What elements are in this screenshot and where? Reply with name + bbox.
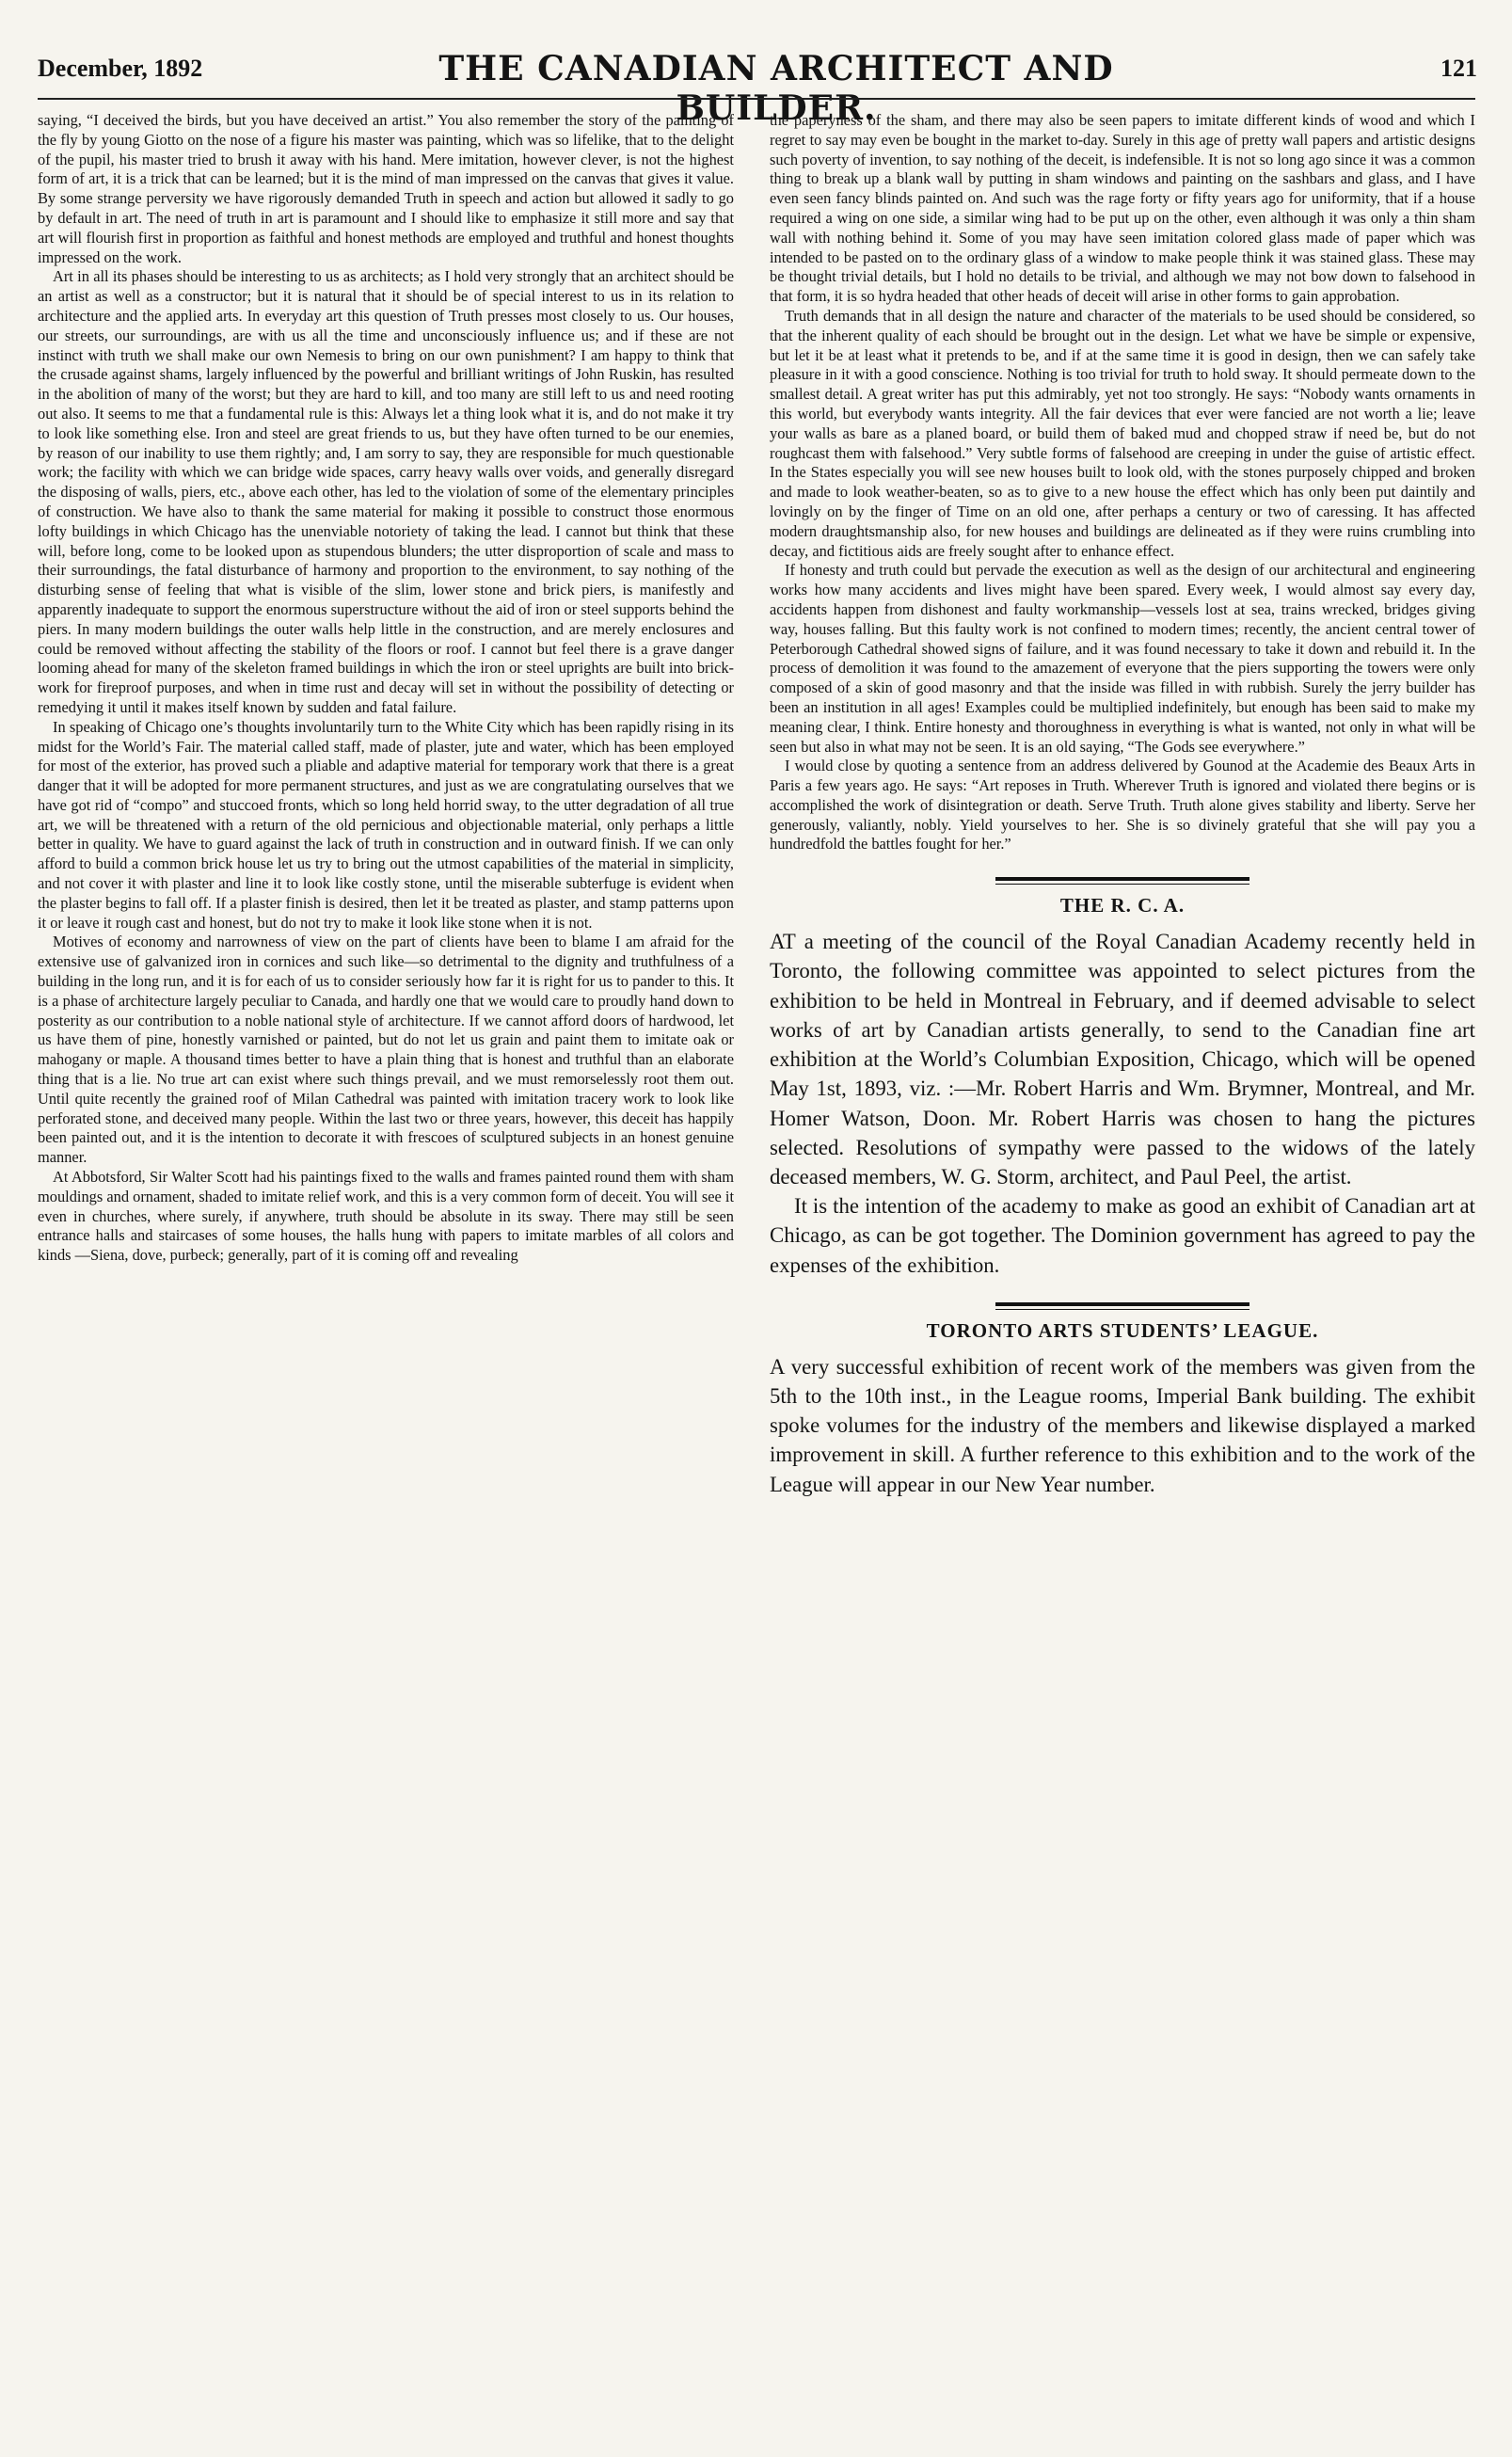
paragraph: It is the intention of the academy to make as good an exhibit of Canadian art at Chicago, as can be got together. The Dominion government has agreed to pay the expenses of the exhibition.	[770, 1194, 1475, 1277]
paragraph: the paperyness of the sham, and there may also be seen papers to imitate different kinds of wood and which I regret to say may even be bought in the market to-day. Surely in this age of pretty wall papers and artistic designs such poverty of invention, to say nothing of the deceit, is indefensible. It is not so long ago since it was a common thing to break up a blank wall by putting in sham windows and painting on the sashbars and glass, and I have even seen fancy blinds painted on. And such was the rage forty or fifty years ago for uniformity, that if a house required a wing on one side, a similar wing had to be put up on the other, even although it was only a thin sham wall with nothing behind it. Some of you may have seen imitation colored glass made of paper which was intended to be pasted on to the ordinary glass of a window to make people think it was stained glass. These may be thought trivial details, but I hold no details to be trivial, and although we may not bow down to falsehood in that form, it is so hydra headed that other heads of deceit will arise in other forms to gain approbation.	[770, 111, 1475, 306]
page-number: 121	[1440, 55, 1477, 82]
section-divider	[995, 1302, 1249, 1310]
header-rule	[38, 98, 1475, 100]
league-article	[770, 1352, 1475, 1499]
paragraph: If honesty and truth could but pervade the execution as well as the design of our architectural and engineering works how many accidents and lives might have been spared. Every week, I would almost say every day, accidents happen from dishonest and faulty workmanship—vessels lost at sea, trains wrecked, bridges giving way, houses falling. But this faulty work is not confined to modern times; recently, the ancient central tower of Peterborough Cathedral showed signs of failure, and it was found necessary to take it down and rebuild it. In the process of demolition it was found to the amazement of everyone that the piers supporting the towers were only composed of a skin of good masonry and that the inside was filled in with rubbish. Surely the jerry builder has been an institution in all ages! Examples could be multiplied indefinitely, but enough has been said to make my meaning clear, I think. Entire honesty and thoroughness in everything is what is wanted, not only in what will be seen but also in what may not be seen. It is an old saying, “The Gods see everywhere.”	[770, 561, 1475, 756]
left-column	[38, 111, 734, 1266]
paragraph: In speaking of Chicago one’s thoughts involuntarily turn to the White City which has been rapidly rising in its midst for the World’s Fair. The material called staff, made of plaster, jute and water, which has been employed for most of the exterior, has proved such a pliable and adaptive material for temporary work that there is a great danger that it will be adopted for more permanent structures, and just as we are congratulating ourselves that we have got rid of “compo” and stuccoed fronts, which so long held horrid sway, to the utter degradation of all true art, we will be threatened with a return of the old pernicious and objectionable material, only perhaps a little better in quality. We have to guard against the lack of truth in construction and in outward finish. If we can only afford to build a common brick house let us try to bring out the utmost capabilities of the material in simplicity, and not cover it with plaster and line it to look like costly stone, until the miserable subterfuge is evident when the plaster begins to fall off. If a plaster finish is desired, then let it be treated as plaster, and stamp patterns upon it or leave it rough cast and honest, but do not try to make it look like stone when it is not.	[38, 717, 734, 932]
running-head	[38, 49, 1477, 128]
right-column	[770, 111, 1475, 1499]
paragraph: A very successful exhibition of recent work of the members was given from the 5th to the 10th inst., in the League rooms, Imperial Bank building. The exhibit spoke volumes for the industry of the members and likewise displayed a marked improvement in skill. A further reference to this exhibition and to the work of the League will appear in our New Year number.	[770, 1354, 1475, 1496]
paragraph: Motives of economy and narrowness of view on the part of clients have been to blame I am afraid for the extensive use of galvanized iron in cornices and such like—so detrimental to the dignity and truthfulness of a building in the long run, and it is for each of us to consider seriously how far it is right for us to pander to this. It is a phase of architecture largely peculiar to Canada, and hardly one that we would care to proudly hand down to posterity as our contribution to a noble national style of architecture. If we cannot afford doors of hardwood, let us have them of pine, honestly varnished or painted, but do not let us grain and paint them to imitate oak or mahogany or maple. A thousand times better to have a plain thing that is honest and truthful than an elaborate thing that is a lie. No true art can exist where such things prevail, and we must remorselessly root them out. Until quite recently the grained roof of Milan Cathedral was painted with imitation tracery work to look like perforated stone, and deceived many people. Within the last two or three years, however, this deceit has happily been painted out, and it is the intention to decorate it with frescoes of sculptured subjects in an honest genuine manner.	[38, 933, 734, 1167]
paragraph: Truth demands that in all design the nature and character of the materials to be used should be considered, so that the inherent quality of each should be brought out in the design. Let what we have be simple or expensive, but let it be at least what it pretends to be, and if at the same time it is good in design, then we can safely take pleasure in it with a good conscience. Nothing is too trivial for truth to hold sway. It should permeate down to the smallest detail. A great writer has put this admirably, yet not too strongly. He says: “Nobody wants ornaments in this world, but everybody wants integrity. All the fair devices that ever were fancied are not worth a lie; leave your walls as bare as a planed board, or build them of baked mud and chopped straw if need be, but do not roughcast them with falsehood.” Very subtle forms of falsehood are creeping in under the guise of artistic effect. In the States especially you will see new houses built to look old, with the stones purposely chipped and broken and made to look weather-beaten, so as to give to a new house the effect which has only been put daintily and lovingly on by the finger of Time on an old one, after perhaps a century or two of caressing. It has affected modern draughtsmanship also, for new houses and buildings are delineated as if they were ruins crumbling into decay, and fictitious aids are freely sought after to enhance effect.	[770, 306, 1475, 560]
paragraph: At Abbotsford, Sir Walter Scott had his paintings fixed to the walls and frames painted round them with sham mouldings and ornament, shaded to imitate relief work, and this is a very common form of deceit. You will see it even in churches, where surely, if anywhere, truth should be absolute in its sway. There may still be seen entrance halls and staircases of some houses, the halls hung with papers to imitate marbles of all colors and kinds —Siena, dove, purbeck; generally, part of it is coming off and revealing	[38, 1168, 734, 1265]
paragraph: I would close by quoting a sentence from an address delivered by Gounod at the Academie des Beaux Arts in Paris a few years ago. He says: “Art reposes in Truth. Wherever Truth is ignored and violated there begins or is accomplished the work of disintegration or death. Serve Truth. Truth alone gives stability and liberty. Serve her generously, valiantly, nobly. Yield yourselves to her. She is so divinely grateful that she will pay you a hundredfold the battles fought for her.”	[770, 757, 1475, 854]
issue-date: December, 1892	[38, 55, 203, 82]
rca-heading: THE R. C. A.	[1059, 894, 1186, 917]
league-heading: TORONTO ARTS STUDENTS’ LEAGUE.	[926, 1318, 1319, 1342]
rca-article	[770, 927, 1475, 1279]
paragraph: Art in all its phases should be interesting to us as architects; as I hold very strongly that an architect should be an artist as well as a constructor; but it is natural that it should be of special interest to us in its relation to architecture and the applied arts. In everyday art this question of Truth presses most closely to us. Our houses, our streets, our surroundings, are with us all the time and unconsciously influence us; and if these are not instinct with truth we shall make our own Nemesis to bring on our own punishment? I am happy to think that the crusade against shams, largely influenced by the powerful and brilliant writings of John Ruskin, has resulted in the abolition of many of the worst; but they are hard to kill, and too many are still left to us and need rooting out also. It seems to me that a fundamental rule is this: Always let a thing look what it is, and do not make it try to look like something else. Iron and steel are great friends to us, but they have often turned to be our enemies, by reason of our inability to use them rightly; and, I am sorry to say, they are responsible for much questionable work; the facility with which we can bridge wide spaces, carry heavy walls over voids, and generally disregard the disposing of walls, piers, etc., above each other, has led to the violation of some of the elementary principles of construction. We have also to thank the same material for making it possible to construct those enormous lofty buildings in which Chicago has the unenviable notoriety of taking the lead. I cannot but think that these will, before long, come to be looked upon as stupendous blunders; the utter disproportion of scale and mass to their surroundings, the fatal disturbance of harmony and proportion to the environment, to say nothing of the disturbing sense of feeling that what is visible of the slim, lower stone and brick piers, is manifestly and apparently inadequate to support the enormous superstructure without the aid of iron or steel supports behind the piers. In many modern buildings the outer walls help little in the construction, and are merely enclosures and could be removed without affecting the stability of the floors or roof. I cannot but feel there is a grave danger looming ahead for many of the skeleton framed buildings in which the iron or steel uprights are built into brick-work for fireproof purposes, and when in time rust and decay will set in without the possibility of detecting or remedying it until it makes itself known by sudden and fatal failure.	[38, 267, 734, 716]
section-divider	[995, 877, 1249, 885]
paragraph: saying, “I deceived the birds, but you have deceived an artist.” You also remember the story of the painting of the fly by young Giotto on the nose of a figure his master was painting, which was so lifelike, that to the delight of the pupil, his master tried to brush it away with his hand. Mere imitation, however clever, is not the highest form of art, it is a trick that can be learned; but it is the mind of man impressed on the canvas that gives it value. By some strange perversity we have rigorously demanded Truth in speech and action but allowed it sadly to go by default in art. The need of truth in art is paramount and I should like to emphasize it still more and say that art will flourish first in proportion as faithful and honest methods are employed and truthful and honest thoughts impressed on the work.	[38, 111, 734, 266]
masthead-title: THE CANADIAN ARCHITECT AND BUILDER.	[438, 49, 1114, 128]
paragraph: AT a meeting of the council of the Royal Canadian Academy recently held in Toronto, the following committee was appointed to select pictures from the exhibition to be held in Montreal in February, and if deemed advisable to select works of art by Canadian artists generally, to send to the Canadian fine art exhibition at the World’s Columbian Exposition, Chicago, which will be opened May 1st, 1893, viz. :—Mr. Robert Harris and Wm. Brymner, Montreal, and Mr. Homer Watson, Doon. Mr. Robert Harris was chosen to hang the pictures selected. Resolutions of sympathy were passed to the widows of the lately deceased members, W. G. Storm, architect, and Paul Peel, the artist.	[770, 930, 1475, 1189]
